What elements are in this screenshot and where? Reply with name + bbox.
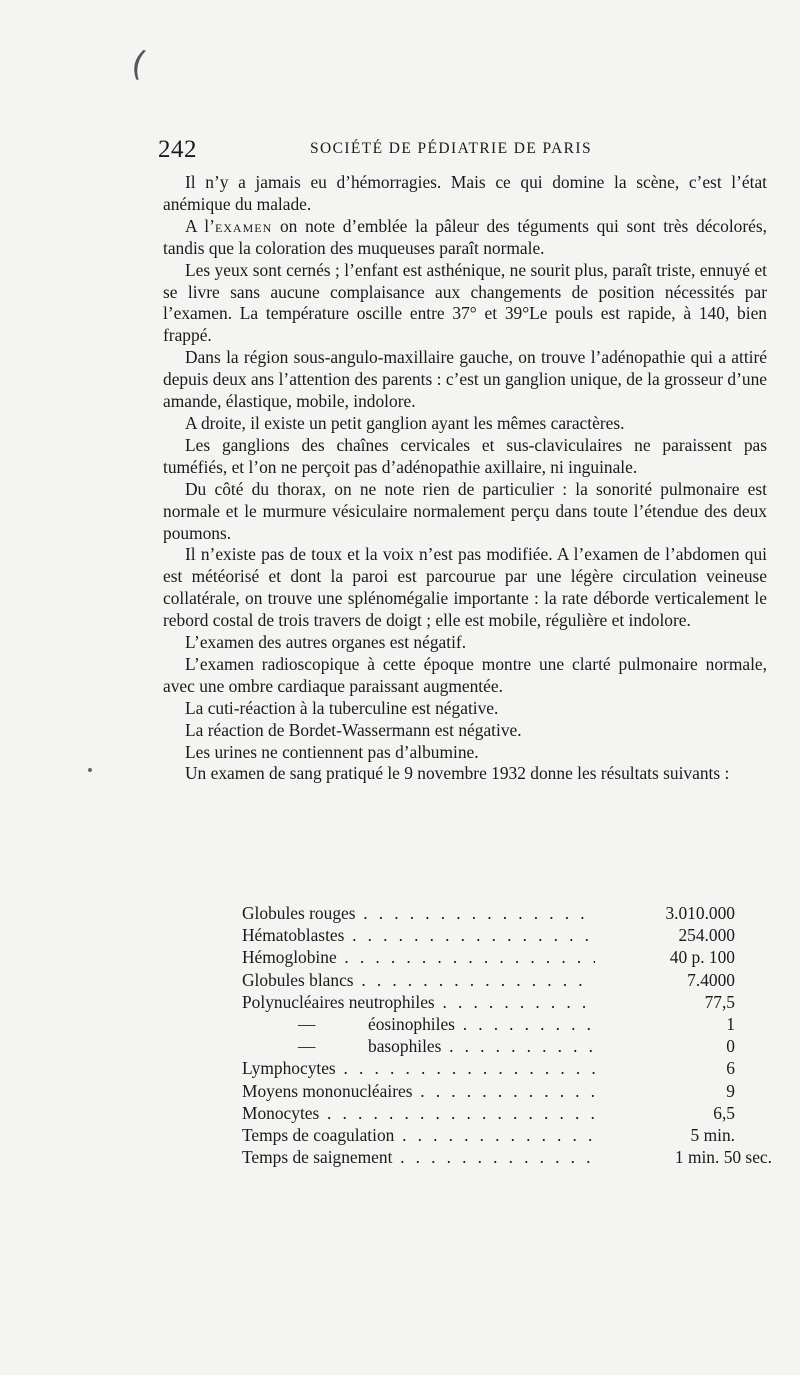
result-row	[242, 1103, 772, 1125]
result-row	[242, 1147, 772, 1169]
result-value: 7.4000	[687, 969, 735, 990]
result-value: 3.010.000	[665, 903, 735, 923]
paragraph: L’examen radioscopique à cette époque montre une clarté pulmonaire normale, avec une ombre cardiaque paraissant augmentée.	[163, 653, 767, 696]
ditto-dash: —	[298, 1013, 316, 1034]
paragraph: Les yeux sont cernés ; l’enfant est asthénique, ne sourit plus, paraît triste, ennuyé et se livre sans aucune complaisance aux changements de position nécessités par l’examen. La température oscille entre 37° et 39°Le pouls est rapide, à 140, bien frappé.	[163, 259, 767, 346]
result-value: 77,5	[704, 991, 735, 1012]
result-value: 6	[726, 1058, 735, 1079]
margin-dot	[88, 768, 92, 772]
result-label: Globules blancs . . .	[242, 970, 595, 991]
result-row	[242, 1081, 772, 1103]
paragraph	[163, 216, 767, 260]
result-value: 5 min.	[690, 1124, 735, 1145]
result-row	[242, 1014, 772, 1036]
running-head	[158, 136, 618, 166]
result-label: Temps de coagulation . . .	[242, 1125, 595, 1146]
paragraph-lead: A l’	[185, 215, 215, 236]
result-label: Hémoglobine . . .	[242, 947, 595, 968]
result-row	[242, 1125, 772, 1147]
pencil-margin-mark: (	[127, 42, 150, 86]
result-sublabel: éosinophiles	[368, 1013, 455, 1034]
page-number: 242	[158, 136, 197, 163]
result-value: 1	[726, 1013, 735, 1034]
result-sublabel: basophiles	[368, 1036, 442, 1057]
result-value: 9	[726, 1080, 735, 1101]
paragraph: La réaction de Bordet-Wassermann est négative.	[185, 719, 522, 740]
result-row	[242, 947, 772, 969]
paragraph: Il n’y a jamais eu d’hémorragies. Mais ce qui domine la scène, c’est l’état anémique du malade.	[163, 172, 767, 214]
body-text	[163, 172, 767, 785]
journal-title: SOCIÉTÉ DE PÉDIATRIE DE PARIS	[310, 140, 593, 157]
paragraph: Les urines ne contiennent pas d’albumine.	[185, 741, 479, 762]
result-label: Polynucléaires neutrophiles . . .	[242, 992, 595, 1013]
paragraph: Les ganglions des chaînes cervicales et sus-claviculaires ne paraissent pas tuméfiés, et l’on ne perçoit pas d’adénopathie axillaire, ni inguinale.	[163, 434, 767, 477]
result-label: Hématoblastes . . .	[242, 925, 595, 946]
paragraph-rest: on note d’emblée la pâleur des téguments qui sont très décolorés, tandis que la coloration des muqueuses paraît normale.	[163, 215, 767, 258]
paragraph: La cuti-réaction à la tuberculine est négative.	[185, 697, 499, 718]
small-caps-term: examen	[214, 215, 273, 236]
result-label: Lymphocytes . . .	[242, 1058, 595, 1079]
result-value: 6,5	[713, 1102, 735, 1123]
result-label: Moyens mononucléaires . . .	[242, 1081, 595, 1102]
result-label: Globules rouges . . .	[242, 903, 595, 924]
result-value: 254.000	[678, 925, 735, 946]
result-value: 0	[726, 1036, 735, 1057]
result-label: Temps de saignement . . .	[242, 1147, 595, 1168]
result-label: Monocytes . . .	[242, 1103, 595, 1124]
result-row	[242, 903, 772, 925]
paragraph: A droite, il existe un petit ganglion ayant les mêmes caractères.	[185, 412, 625, 433]
result-value: 1 min. 50 sec.	[674, 1147, 772, 1168]
result-label	[242, 1014, 595, 1035]
ditto-dash: —	[298, 1036, 316, 1057]
result-value: 40 p. 100	[669, 947, 735, 968]
result-row	[242, 925, 772, 947]
blood-results-table	[242, 903, 772, 1169]
paragraph: Dans la région sous-angulo-maxillaire gauche, on trouve l’adénopathie qui a attiré depuis deux ans l’attention des parents : c’est un ganglion unique, de la grosseur d’une amande, élastique, mobile, indolore.	[163, 347, 767, 412]
result-row	[242, 992, 772, 1014]
result-row	[242, 1058, 772, 1080]
result-row	[242, 970, 772, 992]
paragraph: Il n’existe pas de toux et la voix n’est pas modifiée. A l’examen de l’abdomen qui est météorisé et dont la paroi est parcourue par une légère circulation veineuse collatérale, on trouve une splénomégalie importante : la rate déborde verticalement le rebord costal de trois travers de doigt ; elle est mobile, régulière et indolore.	[163, 544, 767, 631]
result-row	[242, 1036, 772, 1058]
paragraph: L’examen des autres organes est négatif.	[185, 632, 467, 653]
result-label	[242, 1036, 595, 1057]
paragraph: Un examen de sang pratiqué le 9 novembre 1932 donne les résultats suivants :	[185, 763, 730, 784]
paragraph: Du côté du thorax, on ne note rien de particulier : la sonorité pulmonaire est normale et le murmure vésiculaire normalement perçu dans toute l’étendue des deux poumons.	[163, 478, 767, 543]
